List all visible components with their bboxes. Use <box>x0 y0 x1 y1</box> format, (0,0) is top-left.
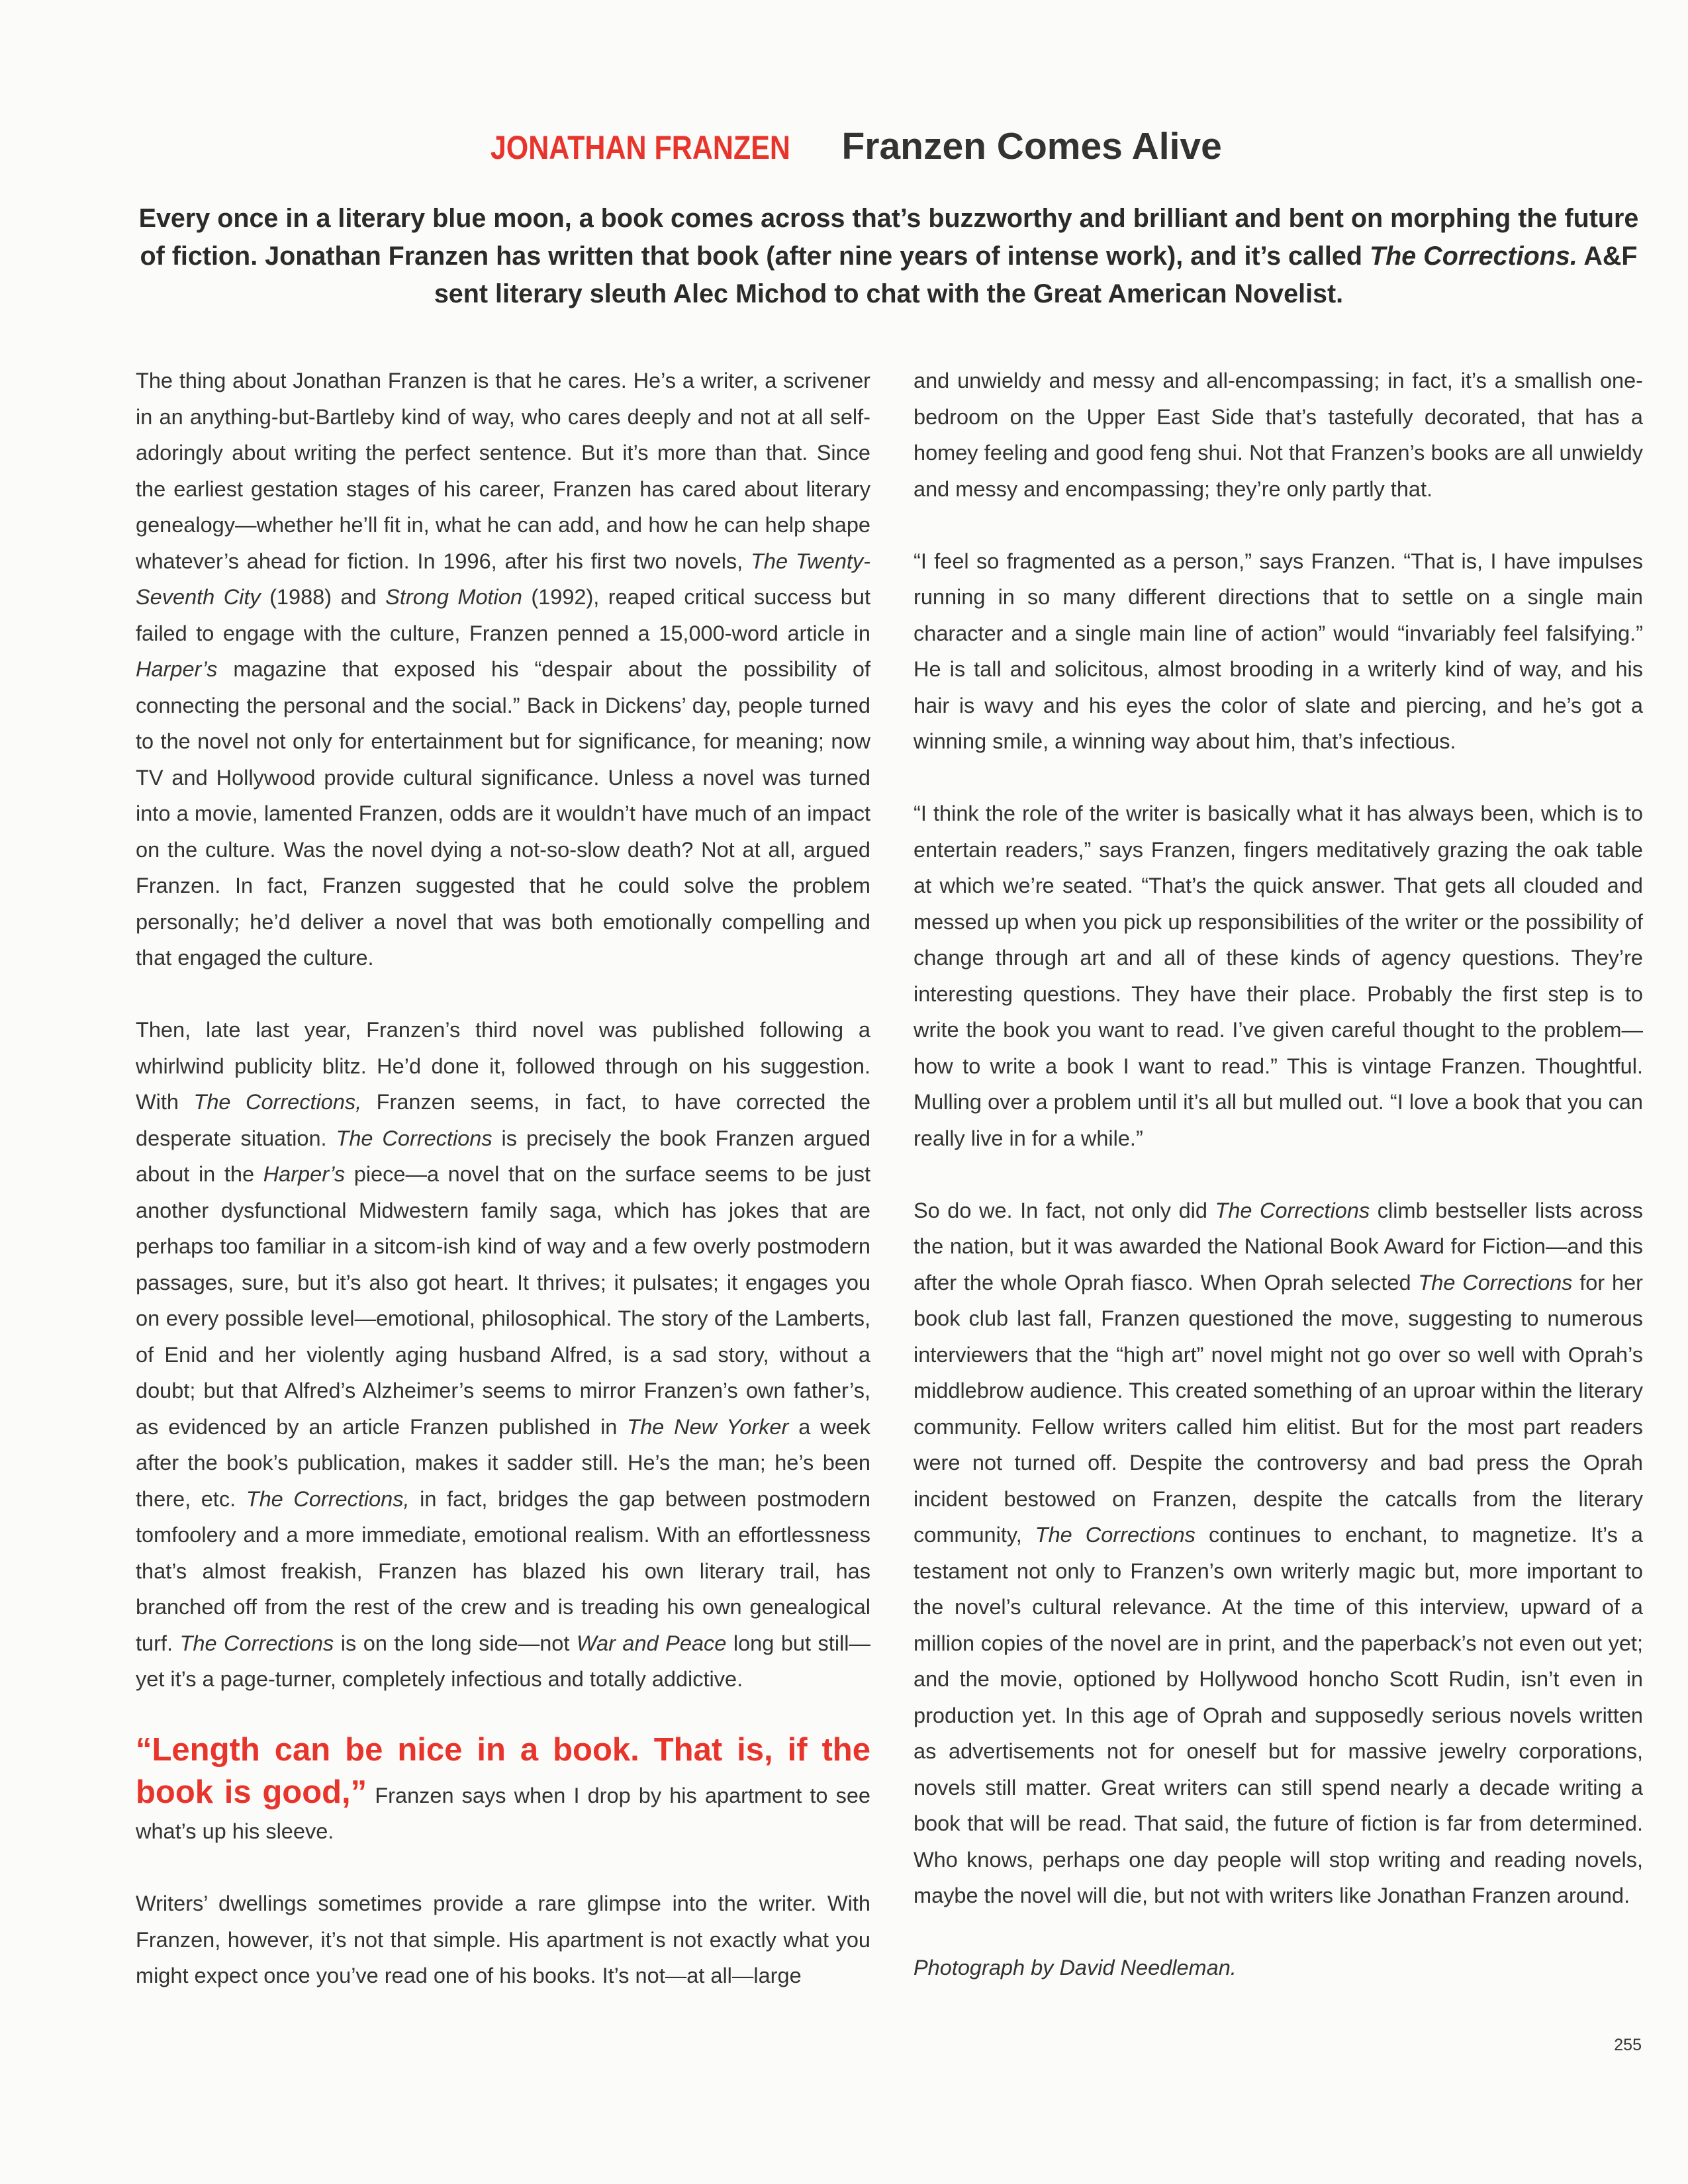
left-column <box>136 363 870 1994</box>
paragraph: Then, late last year, Franzen’s third novel was published following a whirlwind publicity blitz. He’d done it, followed through on his suggestion. With The Corrections, Franzen seems, in fact, to have corrected the desperate situation. The Corrections is precisely the book Franzen argued about in the Harper’s piece—a novel that on the surface seems to be just another dysfunctional Midwestern family saga, which has jokes that are perhaps too familiar in a sitcom-ish kind of way and a few overly postmodern passages, sure, but it’s also got heart. It thrives; it pulsates; it engages you on every possible level—emotional, philosophical. The story of the Lamberts, of Enid and her violently aging husband Alfred, is a sad story, without a doubt; but that Alfred’s Alzheimer’s seems to mirror Franzen’s own father’s, as evidenced by an article Franzen published in The New Yorker a week after the book’s publication, makes it sadder still. He’s the man; he’s been there, etc. The Corrections, in fact, bridges the gap between postmodern tomfoolery and a more immediate, emotional realism. With an effortlessness that’s almost freakish, Franzen has blazed his own literary trail, has branched off from the rest of the crew and is treading his own genealogical turf. The Corrections is on the long side—not War and Peace long but still—yet it’s a page-turner, completely infectious and totally addictive. <box>136 1018 871 1691</box>
deck-text: Every once in a literary blue moon, a book comes across that’s buzzworthy and brilliant and bent on morphing the future of fiction. Jonathan Franzen has written that book (after nine years of intense work), and it’s called <box>138 204 1639 271</box>
paragraph: The thing about Jonathan Franzen is that he cares. He’s a writer, a scrivener in an anything-but-Bartleby kind of way, who cares deeply and not at all self-adoringly about writing the perfect sentence. But it’s more than that. Since the earliest gestation stages of his career, Franzen has cared about literary genealogy—whether he’ll fit in, what he can add, and how he can help shape whatever’s ahead for fiction. In 1996, after his first two novels, The Twenty-Seventh City (1988) and Strong Motion (1992), reaped critical success but failed to engage with the culture, Franzen penned a 15,000-word article in Harper’s magazine that exposed his “despair about the possibility of connecting the personal and the social.” Back in Dickens’ day, people turned to the novel not only for entertainment but for significance, for meaning; now TV and Hollywood provide cultural significance. Unless a novel was turned into a movie, lamented Franzen, odds are it wouldn’t have much of an impact on the culture. Was the novel dying a not-so-slow death? Not at all, argued Franzen. In fact, Franzen suggested that he could solve the problem personally; he’d deliver a novel that was both emotionally compelling and that engaged the culture. <box>136 369 870 970</box>
article-deck <box>132 200 1645 313</box>
paragraph: “I feel so fragmented as a person,” says Franzen. “That is, I have impulses running in so many different directions that to settle on a single main character and a single main line of action” would “invariably feel falsifying.” He is tall and solicitous, almost brooding in a writerly kind of way, and his hair is wavy and his eyes the color of slate and piercing, and he’s got a winning smile, a winning way about him, that’s infectious. <box>914 549 1643 753</box>
headline: Franzen Comes Alive <box>841 125 1222 167</box>
photo-credit: Photograph by David Needleman. <box>914 1956 1237 1979</box>
paragraph: and unwieldy and messy and all-encompassing; in fact, it’s a smallish one-bedroom on the Upper East Side that’s tastefully decorated, that has a homey feeling and good feng shui. Not that Franzen’s books are all unwieldy and messy and encompassing; they’re only partly that. <box>914 369 1643 501</box>
paragraph: So do we. In fact, not only did The Corrections climb bestseller lists across the nation, but it was awarded the National Book Award for Fiction—and this after the whole Oprah fiasco. When Oprah selected The Corrections for her book club last fall, Franzen questioned the move, suggesting to numerous interviewers that the “high art” novel might not go over so well with Oprah’s middlebrow audience. This created something of an uproar within the literary community. Fellow writers called him elitist. But for the most part readers were not turned off. Despite the controversy and bad press the Oprah incident bestowed on Franzen, despite the catcalls from the literary community, The Corrections continues to enchant, to magnetize. It’s a testament not only to Franzen’s own writerly magic but, more important to the novel’s cultural relevance. At the time of this interview, upward of a million copies of the novel are in print, and the paperback’s not even out yet; and the movie, optioned by Hollywood honcho Scott Rudin, isn’t even in production yet. In this age of Oprah and supposedly serious novels written as advertisements not for oneself but for massive jewelry corporations, novels still matter. Great writers can still spend nearly a decade writing a book that will be read. That said, the future of fiction is far from determined. Who knows, perhaps one day people will stop writing and reading novels, maybe the novel will die, but not with writers like Jonathan Franzen around. <box>914 1198 1644 1907</box>
page-number: 255 <box>1614 2036 1642 2054</box>
author-name: JONATHAN FRANZEN <box>491 129 791 166</box>
right-column <box>914 363 1643 1986</box>
pull-quote-paragraph: “Length can be nice in a book. That is, if the book is good,” Franzen says when I drop by his apartment to see what’s up his sleeve. <box>136 1732 870 1843</box>
pull-quote: “Length can be nice in a book. That is, if the book is good,” <box>136 1732 870 1810</box>
paragraph: Writers’ dwellings sometimes provide a rare glimpse into the writer. With Franzen, however, it’s not that simple. His apartment is not exactly what you might expect once you’ve read one of his books. It’s not—at all—large <box>136 1891 870 1987</box>
paragraph: “I think the role of the writer is basically what it has always been, which is to entertain readers,” says Franzen, fingers meditatively grazing the oak table at which we’re seated. “That’s the quick answer. That gets all clouded and messed up when you pick up responsibilities of the writer or the possibility of change through art and all of these kinds of agency questions. They’re interesting questions. They have their place. Probably the first step is to write the book you want to read. I’ve given careful thought to the problem—how to write a book I want to read.” This is vintage Franzen. Thoughtful. Mulling over a problem until it’s all but mulled out. “I love a book that you can really live in for a while.” <box>914 801 1643 1150</box>
deck-text-end: A&F sent literary sleuth Alec Michod to chat with the Great American Novelist. <box>434 242 1638 308</box>
article-title <box>0 124 1688 168</box>
deck-book-title: The Corrections. <box>1369 242 1577 271</box>
